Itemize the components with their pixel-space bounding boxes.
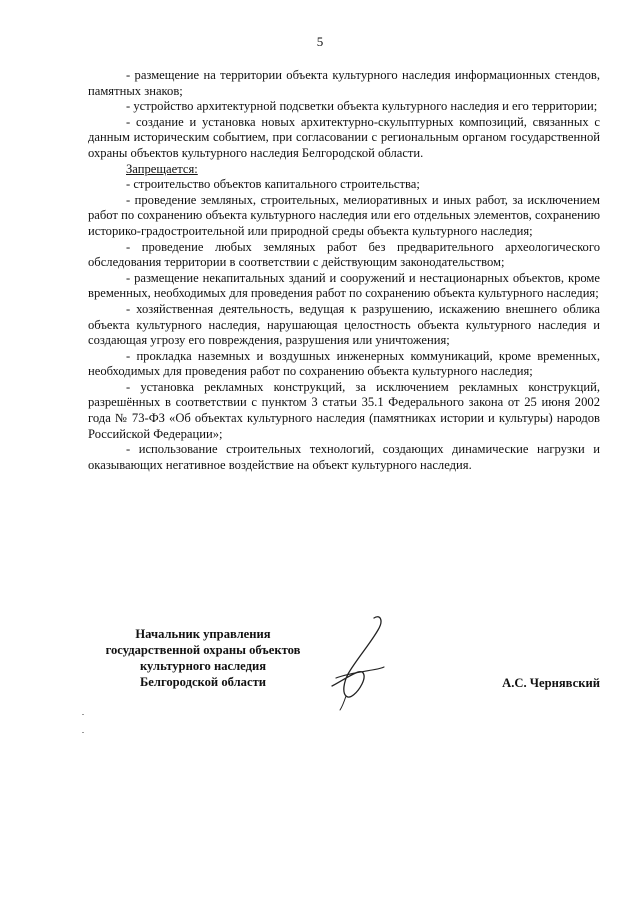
prohibited-item: - проведение любых земляных работ без предварительного археологического обследования территории в соответствии с действующим законодательством;: [88, 239, 600, 270]
margin-mark: [82, 714, 84, 715]
position-line: Белгородской области: [139, 675, 267, 689]
document-body: [88, 68, 600, 473]
prohibited-item: - хозяйственная деятельность, ведущая к разрушению, искажению внешнего облика объекта культурного наследия, нарушающая целостность объекта культурного наследия и создающая угрозу его повреждения, разрушения или уничтожения;: [88, 301, 600, 348]
prohibited-heading: Запрещается:: [126, 161, 198, 176]
margin-mark: [82, 732, 84, 733]
position-line: государственной охраны объектов: [105, 643, 301, 657]
position-line: Начальник управления: [135, 627, 271, 641]
position-line: культурного наследия: [139, 659, 267, 673]
handwritten-signature-icon: [322, 612, 392, 712]
page-number: 5: [316, 34, 324, 49]
paragraph: - размещение на территории объекта культурного наследия информационных стендов, памятных знаков;: [88, 68, 600, 98]
signatory-position: [88, 626, 318, 690]
signer-name: А.С. Чернявский: [502, 676, 600, 690]
prohibited-item: - строительство объектов капитального строительства;: [126, 177, 420, 192]
paragraph: - устройство архитектурной подсветки объекта культурного наследия и его территории;: [126, 99, 598, 114]
prohibited-item: - использование строительных технологий, создающих динамические нагрузки и оказывающих негативное воздействие на объект культурного наследия.: [88, 442, 600, 472]
paragraph: - создание и установка новых архитектурно-скульптурных композиций, связанных с данным историческим событием, при согласовании с региональным органом государственной охраны объектов культурного наследия Белгородской области.: [88, 114, 600, 160]
prohibited-item: - размещение некапитальных зданий и сооружений и нестационарных объектов, кроме временных, необходимых для проведения работ по сохранению объекта культурного наследия;: [88, 270, 600, 301]
prohibited-item: - прокладка наземных и воздушных инженерных коммуникаций, кроме временных, необходимых для проведения работ по сохранению объекта культурного наследия;: [88, 348, 600, 379]
prohibited-item: - установка рекламных конструкций, за исключением рекламных конструкций, разрешённых в соответствии с пунктом 3 статьи 35.1 Федерального закона от 25 июня 2002 года № 73-ФЗ «Об объектах культурного наследия (памятниках истории и культуры) народов Российской Федерации»;: [88, 379, 600, 441]
prohibited-item: - проведение земляных, строительных, мелиоративных и иных работ, за исключением работ по сохранению объекта культурного наследия или его отдельных элементов, сохранению историко-градостроительной или природной среды объекта культурного наследия;: [88, 192, 600, 238]
